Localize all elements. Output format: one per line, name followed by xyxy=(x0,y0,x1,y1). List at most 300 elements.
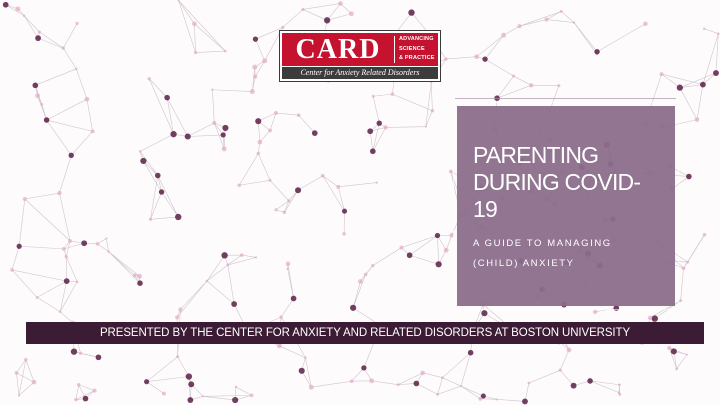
network-node xyxy=(274,111,278,115)
network-line xyxy=(147,377,189,382)
network-node xyxy=(449,233,454,238)
slide-subtitle: A GUIDE TO MANAGING (CHILD) ANXIETY xyxy=(473,238,612,269)
network-line xyxy=(662,74,703,85)
network-node xyxy=(350,379,354,383)
network-node xyxy=(593,310,597,314)
network-node xyxy=(255,118,261,124)
network-line xyxy=(373,248,402,266)
network-line xyxy=(24,16,39,32)
network-node xyxy=(231,301,237,307)
network-line xyxy=(323,176,345,211)
title-panel-rule xyxy=(455,98,676,99)
network-line xyxy=(299,115,315,133)
network-node xyxy=(338,1,343,6)
network-node xyxy=(291,296,297,302)
network-node xyxy=(297,113,301,117)
network-line xyxy=(239,153,258,185)
network-node xyxy=(24,358,27,361)
network-node xyxy=(15,371,19,375)
network-node xyxy=(175,214,181,220)
network-line xyxy=(228,265,234,304)
network-line xyxy=(410,255,439,264)
network-node xyxy=(358,279,363,284)
network-node xyxy=(713,70,719,76)
network-line xyxy=(19,246,64,249)
network-line xyxy=(12,246,19,270)
network-node xyxy=(176,355,179,358)
network-node xyxy=(23,197,27,201)
network-line xyxy=(438,386,461,394)
network-node xyxy=(342,232,345,235)
network-line xyxy=(167,98,188,137)
network-line xyxy=(353,282,360,308)
logo-tagline-line: ADVANCING xyxy=(399,36,434,42)
network-node xyxy=(671,348,677,354)
network-line xyxy=(97,244,108,252)
slide-title: PARENTING DURING COVID- 19 xyxy=(473,142,641,222)
network-node xyxy=(74,398,78,402)
network-node xyxy=(75,68,78,71)
network-node xyxy=(68,239,72,243)
network-node xyxy=(686,261,689,264)
network-node xyxy=(286,261,291,266)
network-node xyxy=(57,191,61,195)
network-node xyxy=(287,199,290,202)
network-node xyxy=(478,397,482,401)
logo-tagline-line: SCIENCE xyxy=(399,45,425,52)
network-line xyxy=(6,5,24,16)
network-node xyxy=(376,181,378,183)
network-node xyxy=(192,21,197,26)
network-line xyxy=(680,88,697,120)
presenter-text: PRESENTED BY THE CENTER FOR ANXIETY AND RELATED DISORDERS AT BOSTON UNIVERSITY xyxy=(99,327,631,339)
network-line xyxy=(203,395,252,396)
network-line xyxy=(228,257,256,265)
network-node xyxy=(436,393,439,396)
network-line xyxy=(373,96,379,123)
network-node xyxy=(425,126,427,128)
network-node xyxy=(107,250,110,253)
network-line xyxy=(386,127,426,128)
network-line xyxy=(108,252,139,277)
network-node xyxy=(147,77,150,80)
network-line xyxy=(178,357,189,377)
logo-tagline-line: & PRACTICE xyxy=(399,55,435,61)
network-node xyxy=(703,27,706,30)
logo-red-block xyxy=(282,33,438,66)
network-line xyxy=(461,353,471,386)
network-line xyxy=(496,399,524,401)
network-node xyxy=(660,72,664,76)
logo-divider xyxy=(394,36,395,63)
network-line xyxy=(37,297,60,311)
network-node xyxy=(571,383,577,389)
network-line xyxy=(258,121,260,142)
network-node xyxy=(235,386,237,388)
network-line xyxy=(370,131,373,151)
network-node xyxy=(188,381,194,387)
network-line xyxy=(392,94,432,111)
network-line xyxy=(401,236,437,248)
network-node xyxy=(250,89,255,94)
network-node xyxy=(481,310,487,316)
network-line xyxy=(373,94,392,96)
network-line xyxy=(442,353,470,378)
network-line xyxy=(323,176,339,187)
network-line xyxy=(519,20,546,27)
network-node xyxy=(69,153,74,158)
network-line xyxy=(697,85,703,120)
network-node xyxy=(144,379,149,384)
network-node xyxy=(501,33,506,38)
network-node xyxy=(544,18,548,22)
network-node xyxy=(557,84,560,87)
network-node xyxy=(312,130,318,136)
network-node xyxy=(194,51,197,54)
network-line xyxy=(207,265,228,281)
network-node xyxy=(587,378,593,384)
network-node xyxy=(444,248,449,253)
network-line xyxy=(194,24,225,51)
network-line xyxy=(373,127,386,151)
network-line xyxy=(196,51,226,52)
network-node xyxy=(299,368,305,374)
network-line xyxy=(147,357,178,382)
network-node xyxy=(367,128,373,134)
network-line xyxy=(504,26,520,35)
network-node xyxy=(686,354,688,356)
network-node xyxy=(618,383,621,386)
network-line xyxy=(179,1,195,24)
network-node xyxy=(40,103,43,106)
network-node xyxy=(71,349,77,355)
network-node xyxy=(44,117,50,123)
network-node xyxy=(321,174,325,178)
network-line xyxy=(150,175,157,219)
network-node xyxy=(384,125,388,129)
network-node xyxy=(301,8,304,11)
network-node xyxy=(397,383,400,386)
network-node xyxy=(677,85,683,91)
network-line xyxy=(270,180,289,201)
network-node xyxy=(162,392,166,396)
network-line xyxy=(106,238,108,251)
network-line xyxy=(60,282,77,312)
network-node xyxy=(408,9,414,15)
network-node xyxy=(281,26,284,29)
network-node xyxy=(211,89,213,91)
network-node xyxy=(252,65,257,70)
network-line xyxy=(461,386,483,396)
network-line xyxy=(35,69,76,86)
network-node xyxy=(324,17,330,23)
network-node xyxy=(220,132,225,137)
network-line xyxy=(519,11,561,26)
network-node xyxy=(224,50,227,53)
network-node xyxy=(149,218,152,221)
network-line xyxy=(281,299,294,318)
network-line xyxy=(416,383,437,394)
network-node xyxy=(559,369,562,372)
network-node xyxy=(695,117,700,122)
network-line xyxy=(16,373,18,396)
network-line xyxy=(108,252,134,276)
network-node xyxy=(3,2,9,8)
network-line xyxy=(410,236,438,256)
logo-subtitle-bar xyxy=(282,67,438,79)
network-node xyxy=(349,11,354,16)
network-line xyxy=(255,39,264,61)
network-node xyxy=(185,133,191,139)
network-line xyxy=(477,35,504,56)
network-node xyxy=(38,30,41,33)
network-node xyxy=(250,394,254,398)
network-node xyxy=(96,354,102,360)
network-node xyxy=(18,394,20,396)
logo-tagline xyxy=(399,35,439,64)
network-node xyxy=(237,183,241,187)
network-line xyxy=(311,381,351,387)
network-node xyxy=(342,209,347,214)
network-line xyxy=(547,20,574,23)
network-node xyxy=(61,46,65,50)
network-line xyxy=(327,14,351,21)
network-line xyxy=(560,370,573,385)
network-line xyxy=(242,255,256,257)
network-line xyxy=(87,99,93,131)
network-node xyxy=(140,158,146,164)
network-node xyxy=(221,252,227,258)
network-line xyxy=(239,180,270,185)
network-node xyxy=(175,315,179,319)
network-node xyxy=(350,305,356,311)
network-node xyxy=(85,97,90,102)
network-node xyxy=(10,268,14,272)
network-line xyxy=(149,79,173,134)
network-node xyxy=(667,346,671,350)
network-node xyxy=(435,233,440,238)
network-line xyxy=(147,382,164,394)
network-node xyxy=(420,371,425,376)
network-node xyxy=(96,242,99,245)
network-node xyxy=(77,383,80,386)
network-line xyxy=(59,193,70,241)
network-node xyxy=(679,299,682,302)
network-node xyxy=(274,208,277,211)
network-line xyxy=(298,176,323,190)
network-node xyxy=(560,10,563,13)
network-line xyxy=(703,34,718,85)
network-line xyxy=(108,252,140,284)
network-line xyxy=(677,355,687,369)
network-node xyxy=(15,6,20,11)
network-line xyxy=(63,23,77,48)
network-node xyxy=(377,120,382,125)
network-node xyxy=(36,296,39,299)
network-node xyxy=(240,253,244,257)
network-node xyxy=(370,148,376,154)
network-node xyxy=(309,385,314,390)
network-node xyxy=(268,129,272,133)
network-node xyxy=(449,170,453,174)
network-node xyxy=(361,365,366,370)
network-line xyxy=(60,281,67,312)
network-line xyxy=(279,346,305,358)
network-line xyxy=(270,113,276,131)
network-node xyxy=(75,22,78,25)
network-line xyxy=(37,281,67,297)
network-line xyxy=(437,236,438,265)
network-line xyxy=(76,69,87,99)
network-node xyxy=(257,152,260,155)
network-node xyxy=(283,211,287,215)
network-node xyxy=(262,58,267,63)
network-node xyxy=(226,263,229,266)
network-line xyxy=(327,3,340,20)
network-line xyxy=(140,134,173,151)
network-node xyxy=(372,95,375,98)
network-node xyxy=(700,82,706,88)
network-node xyxy=(64,255,67,258)
network-line xyxy=(560,350,569,370)
network-node xyxy=(159,189,164,194)
network-node xyxy=(482,56,487,61)
network-line xyxy=(63,48,76,69)
network-line xyxy=(25,199,70,241)
network-node xyxy=(287,268,289,270)
network-line xyxy=(431,82,432,111)
network-node xyxy=(164,95,170,101)
network-line xyxy=(574,23,597,52)
logo-subtitle: Center for Anxiety Related Disorders xyxy=(300,68,420,77)
network-line xyxy=(19,199,25,246)
network-node xyxy=(137,274,142,279)
network-node xyxy=(32,380,37,385)
network-node xyxy=(62,247,66,251)
network-node xyxy=(686,174,692,180)
network-node xyxy=(400,246,404,250)
network-line xyxy=(438,378,443,395)
network-node xyxy=(187,397,193,403)
network-line xyxy=(35,85,46,120)
network-node xyxy=(441,376,444,379)
network-line xyxy=(47,99,87,120)
network-node xyxy=(258,140,263,145)
network-node xyxy=(512,75,515,78)
network-node xyxy=(279,315,282,318)
network-line xyxy=(372,381,398,385)
network-node xyxy=(573,21,576,24)
network-node xyxy=(35,93,40,98)
network-node xyxy=(444,57,447,60)
network-line xyxy=(258,153,270,180)
network-line xyxy=(446,57,477,59)
network-node xyxy=(222,125,228,131)
network-node xyxy=(652,315,658,321)
card-logo xyxy=(279,30,441,82)
network-line xyxy=(485,59,514,76)
network-node xyxy=(567,348,572,353)
network-node xyxy=(186,373,192,379)
network-line xyxy=(66,257,77,282)
network-node xyxy=(202,395,204,397)
network-node xyxy=(17,244,22,249)
network-node xyxy=(618,393,621,396)
network-node xyxy=(528,382,531,385)
network-line xyxy=(177,281,207,317)
network-node xyxy=(371,264,374,267)
network-line xyxy=(597,24,645,52)
network-node xyxy=(364,273,368,277)
network-line xyxy=(704,29,718,34)
network-line xyxy=(442,378,461,386)
network-line xyxy=(179,1,226,52)
network-line xyxy=(352,368,364,381)
network-line xyxy=(485,35,504,59)
network-line xyxy=(179,1,196,53)
network-line xyxy=(76,385,79,400)
network-line xyxy=(25,193,60,199)
network-line xyxy=(561,11,574,22)
network-node xyxy=(253,37,258,42)
network-node xyxy=(460,385,462,387)
network-line xyxy=(529,370,560,383)
network-node xyxy=(79,352,82,355)
network-line xyxy=(12,270,67,281)
logo-wordmark: CARD xyxy=(295,34,381,65)
network-node xyxy=(253,75,257,79)
network-node xyxy=(431,109,434,112)
network-line xyxy=(24,16,38,38)
network-node xyxy=(407,252,413,258)
network-node xyxy=(269,179,272,182)
network-node xyxy=(277,344,282,349)
network-line xyxy=(547,11,562,19)
network-node xyxy=(643,22,647,26)
network-node xyxy=(468,350,474,356)
network-node xyxy=(682,266,686,270)
network-node xyxy=(83,396,89,402)
network-line xyxy=(59,155,71,193)
network-line xyxy=(338,187,344,211)
network-line xyxy=(203,396,235,400)
network-line xyxy=(305,358,311,388)
network-node xyxy=(139,150,142,153)
network-node xyxy=(675,367,678,370)
network-node xyxy=(64,278,70,284)
network-node xyxy=(414,381,420,387)
network-line xyxy=(373,123,379,151)
network-line xyxy=(149,79,167,98)
network-node xyxy=(495,398,497,400)
network-node xyxy=(391,92,395,96)
network-line xyxy=(188,123,215,137)
network-line xyxy=(212,90,252,92)
network-node xyxy=(92,388,96,392)
network-node xyxy=(594,49,599,54)
network-node xyxy=(474,54,479,59)
network-node xyxy=(703,233,707,237)
network-line xyxy=(514,76,532,85)
network-node xyxy=(137,280,143,286)
network-line xyxy=(283,9,303,27)
network-node xyxy=(529,83,533,87)
network-line xyxy=(236,387,252,395)
network-node xyxy=(91,129,95,133)
network-node xyxy=(295,187,301,193)
network-node xyxy=(517,24,521,28)
network-node xyxy=(255,256,257,258)
